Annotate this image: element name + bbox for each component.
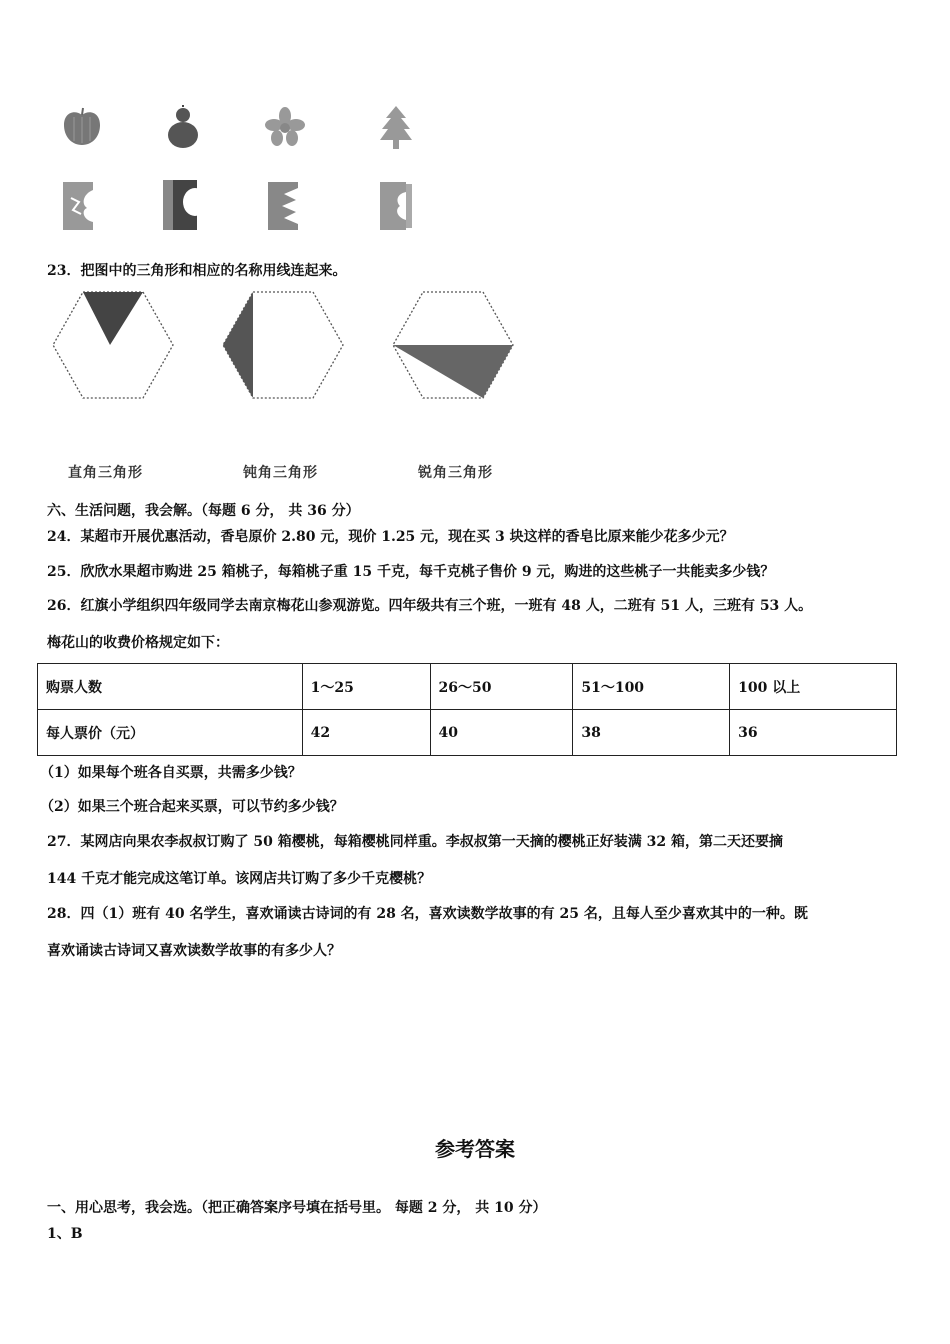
table-cell: 每人票价（元） — [38, 710, 303, 756]
table-cell: 100 以上 — [730, 664, 897, 710]
question-27-line-2: 144 千克才能完成这笔订单。该网店共订购了多少千克樱桃？ — [47, 871, 432, 887]
question-24-text: 24．某超市开展优惠活动，香皂原价 2.80 元，现价 1.25 元，现在买 3 块这样的香皂比原来能少花多少元？ — [47, 529, 734, 545]
answers-title: 参考答案 — [435, 1137, 515, 1161]
paper-cut-piece-1 — [61, 180, 103, 232]
table-cell: 1～25 — [302, 664, 430, 710]
hexagon-figure-right-triangle — [50, 290, 176, 400]
question-28-line-1: 28．四（1）班有 40 名学生，喜欢诵读古诗词的有 28 名，喜欢读数学故事的有 25 名，且每人至少喜欢其中的一种。既 — [47, 906, 808, 922]
table-cell: 购票人数 — [38, 664, 303, 710]
tree-shape-image — [378, 104, 414, 150]
question-28-line-2: 喜欢诵读古诗词又喜欢读数学故事的有多少人？ — [47, 943, 341, 959]
table-cell: 26～50 — [430, 664, 573, 710]
apple-shape-image — [60, 105, 104, 149]
question-26-line-2: 梅花山的收费价格规定如下： — [47, 635, 229, 651]
table-row — [38, 710, 897, 756]
label-right-triangle: 直角三角形 — [68, 465, 143, 481]
paper-cut-piece-4 — [378, 180, 414, 232]
question-26-sub-1: （1）如果每个班各自买票，共需多少钱？ — [40, 765, 302, 781]
question-27-line-1: 27．某网店向果农李叔叔订购了 50 箱樱桃，每箱樱桃同样重。李叔叔第一天摘的樱桃正好装满 32 箱，第二天还要摘 — [47, 834, 783, 850]
question-23-text: 23．把图中的三角形和相应的名称用线连起来。 — [47, 263, 347, 279]
answer-1: 1、B — [47, 1226, 83, 1242]
question-26-sub-2: （2）如果三个班合起来买票，可以节约多少钱？ — [40, 799, 344, 815]
table-cell: 42 — [302, 710, 430, 756]
label-acute-triangle: 锐角三角形 — [418, 465, 493, 481]
ticket-price-table — [37, 663, 897, 756]
table-cell: 40 — [430, 710, 573, 756]
table-row — [38, 664, 897, 710]
answers-section-1-heading: 一、用心思考，我会选。（把正确答案序号填在括号里。 每题 2 分， 共 10 分） — [47, 1200, 547, 1216]
label-obtuse-triangle: 钝角三角形 — [243, 465, 318, 481]
hexagon-figure-obtuse-triangle — [220, 290, 346, 400]
table-cell: 51～100 — [573, 664, 730, 710]
flower-shape-image — [264, 106, 306, 148]
gourd-shape-image — [166, 105, 200, 149]
question-25-text: 25．欣欣水果超市购进 25 箱桃子，每箱桃子重 15 千克，每千克桃子售价 9 元，购进的这些桃子一共能卖多少钱？ — [47, 564, 775, 580]
hexagon-figure-acute-triangle — [390, 290, 516, 400]
table-cell: 38 — [573, 710, 730, 756]
question-26-line-1: 26．红旗小学组织四年级同学去南京梅花山参观游览。四年级共有三个班，一班有 48 人，二班有 51 人，三班有 53 人。 — [47, 598, 813, 614]
paper-cut-piece-2 — [161, 178, 205, 232]
paper-cut-piece-3 — [266, 180, 306, 232]
section-6-heading: 六、生活问题，我会解。（每题 6 分， 共 36 分） — [47, 503, 360, 519]
table-cell: 36 — [730, 710, 897, 756]
